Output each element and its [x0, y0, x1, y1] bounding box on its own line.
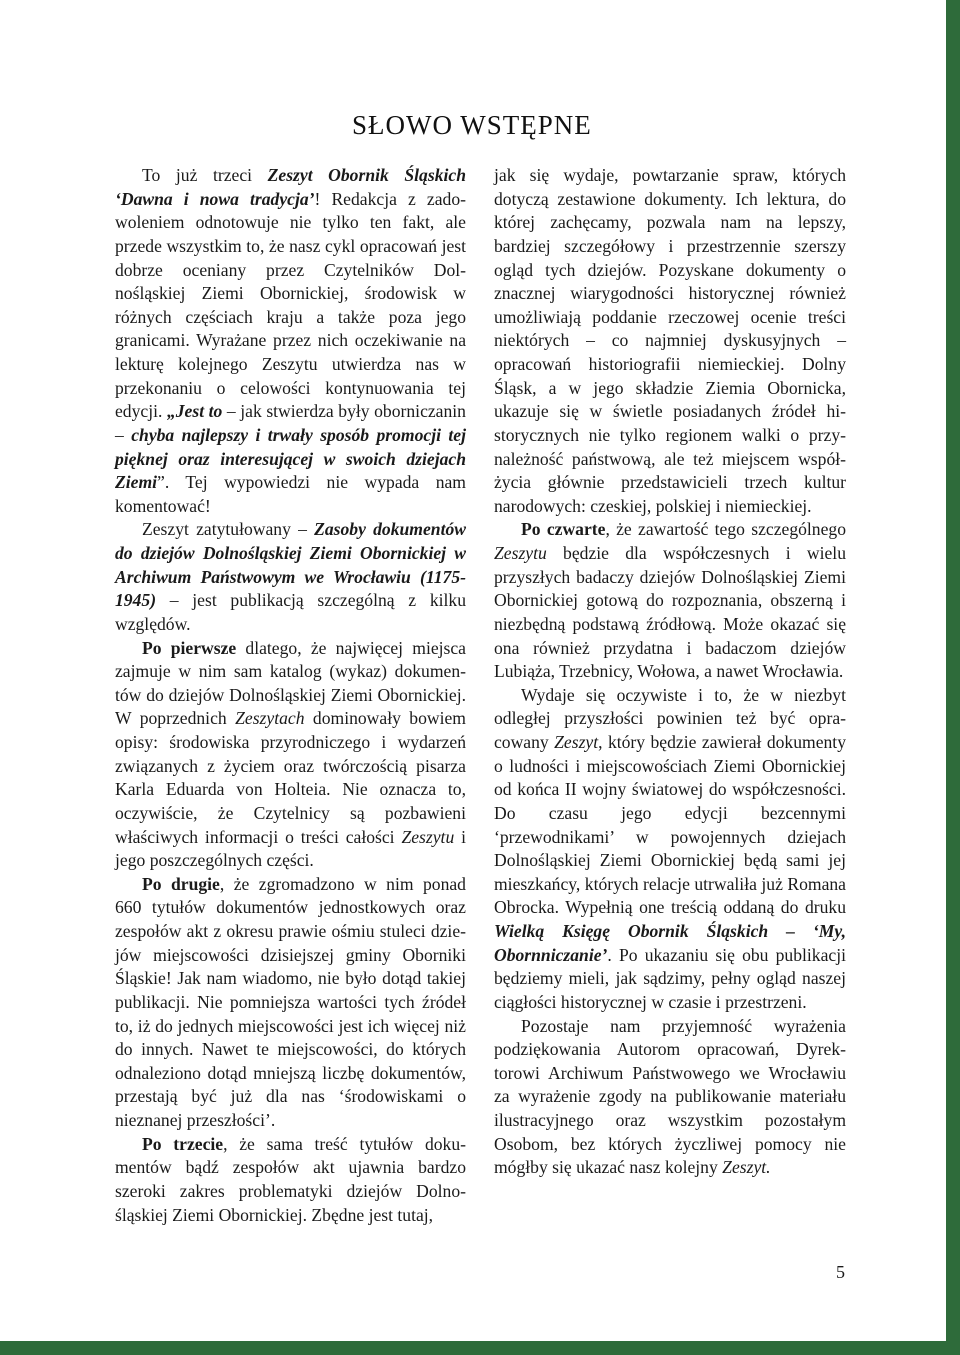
text-run: To już trzeci — [142, 165, 268, 185]
paragraph — [494, 684, 846, 1015]
text-run: Wydaje się oczywiste i to, że w niezbyt odległej przyszłości powinien też być opracowany — [494, 684, 846, 752]
italic-text: Zeszytu — [401, 826, 455, 847]
text-run: dlatego, że najwięcej miejsca zajmuje w nim sam katalog (wykaz) dokumentów do dziejów Dolnośląskiej Ziemi Obornickiej. W poprzednich — [115, 637, 466, 729]
italic-text: Zeszyt. — [722, 1157, 771, 1178]
bold-italic-text: Wielką Księgę Obornik Śląskich – ‘My, Obornniczanie’ — [494, 921, 846, 965]
paragraph — [115, 1133, 466, 1228]
text-run: dominowały bowiem opisy: środowiska przyrodniczego i wydarzeń związanych z życiem oraz twórczością pisarza Karla Eduarda von Holteia. Nie oznacza to, oczywiście, że Czytelnicy są pozbawieni właściwych informacji o treści całości — [115, 708, 466, 847]
bold-text: Po czwarte — [521, 519, 606, 540]
paragraph — [494, 164, 846, 518]
paragraph — [115, 873, 466, 1133]
bold-text: Po drugie — [142, 873, 220, 894]
right-column — [494, 164, 846, 1180]
text-run: będzie dla współczesnych i wielu przyszłych badaczy dziejów Dolnośląskiej Ziemi Obornickiej gotową do rozpoznania, obszerną i niezbędną podstawą źródłową. Może okazać się ona również przydatna i badaczom dziejów Lubiąża, Trzebnicy, Wołowa, a nawet Wrocławia. — [494, 543, 846, 682]
text-run: , że zgromadzono w nim ponad 660 tytułów dokumentów jednostkowych oraz zespołów akt z okresu prawie ośmiu stuleci dziejów miejscowości dzisiejszej gminy Oborniki Śląskie! Jak nam wiadomo, nie było dotąd takiej publikacji. Nie pomniejsza wartości tych źródeł to, iż do jednych miejscowości jest ich więcej niż do innych. Nawet te miejscowości, do których odnaleziono dotąd mniejszą liczbę dokumentów, przestają być już dla nas ‘środowiskami o nieznanej przeszłości’. — [115, 873, 466, 1130]
text-run: ”. Tej wypowiedzi nie wypada nam komentować! — [115, 472, 466, 516]
italic-text: Zeszytach — [235, 708, 305, 729]
bold-text: Po pierwsze — [142, 637, 237, 658]
page-title: SŁOWO WSTĘPNE — [352, 110, 592, 140]
text-run: – jak stwierdza były oborniczanin – — [115, 401, 466, 445]
paragraph — [494, 1015, 846, 1180]
text-run: , że sama treść tytułów dokumentów bądź zespołów akt ujawnia bardzo szeroki zakres problematyki dziejów Dolnośląskiej Ziemi Obornickiej. Zbędne jest tutaj, — [115, 1133, 467, 1225]
text-run: Pozostaje nam przyjemność wyrażenia podziękowania Autorom opracowań, Dyrektorowi Archiwum Państwowego we Wrocławiu za wyrażenie zgody na publikowanie materiału ilustracyjnego oraz wszystkim pozostałym Osobom, bez których życzliwej pomocy nie mógłby się ukazać nasz kolejny — [494, 1015, 846, 1178]
bold-italic-text: Zasoby dokumentów do dziejów Dolnośląskiej Ziemi Obornickiej w Archiwum Państwowym we Wrocławiu (1175-1945) — [115, 519, 466, 611]
italic-text: Zeszyt — [554, 732, 599, 752]
bold-italic-text: chyba najlepszy i trwały sposób promocji tej pięknej oraz interesującej w swoich dziejach Ziemi — [115, 424, 466, 493]
text-run: i jego poszczególnych części. — [115, 826, 466, 871]
bold-italic-text: „Jest to — [166, 401, 223, 422]
text-run: ! Redakcja z zadowoleniem odnotowuje nie tylko ten fakt, ale przede wszystkim to, że nasz cykl opracowań jest dobrze oceniany przez Czytelników Dolnośląskiej Ziemi Obornickiej, środowisk w różnych częściach kraju a także poza jego granicami. Wyrażane przez nich oczekiwanie na lekturę kolejnego Zeszytu utwierdza nas w przekonaniu o celowości kontynuowania tej edycji. — [115, 188, 466, 422]
text-run: Zeszyt zatytułowany – — [142, 519, 315, 540]
italic-text: Zeszytu — [494, 543, 547, 563]
paragraph — [115, 164, 466, 518]
text-run: , że zawartość tego szczególnego — [605, 519, 846, 540]
paragraph — [494, 518, 846, 683]
bold-text: Po trzecie — [142, 1133, 224, 1154]
paragraph — [115, 637, 466, 873]
bold-italic-text: Zeszyt Obornik Śląskich ‘Dawna i nowa tradycja’ — [115, 165, 466, 209]
paragraph — [115, 518, 466, 636]
left-column — [115, 164, 466, 1227]
text-run: jak się wydaje, powtarzanie spraw, których dotyczą zestawione dokumenty. Ich lektura, do której zachęcamy, pozwala nam na lepszy, bardziej szczegółowy i przestrzennie szerszy ogląd tych dziejów. Pozyskane dokumenty o znacznej wiarygodności historycznej również umożliwiają poddanie rzeczowej ocenie treści niektórych – co najmniej dyskusyjnych – opracowań historiografii niemieckiej. Dolny Śląsk, a w jego składzie Ziemia Obornicka, ukazuje się w świetle posiadanych źródeł historycznych nie tylko regionem walki o przynależność państwową, ale też miejscem współżycia głównie przedstawicieli trzech kultur narodowych: czeskiej, polskiej i niemieckiej. — [494, 165, 846, 516]
page-number: 5 — [836, 1262, 845, 1282]
text-run: , który będzie zawierał dokumenty o ludności i miejscowościach Ziemi Obornickiej od końca II wojny światowej do współczesności. Do czasu jego edycji bezcennymi ‘przewodnikami’ w powojennych dziejach Dolnośląskiej Ziemi Obornickiej będą sami jej mieszkańcy, których relacje utrwaliła już Romana Obrocka. Wypełnią one treścią oddaną do druku — [494, 732, 846, 918]
text-run: – jest publikacją szczególną z kilku względów. — [115, 590, 466, 634]
text-run: . Po ukazaniu się obu publikacji będziemy mieli, jak sądzimy, pełny ogląd naszej ciągłości historycznej w czasie i przestrzeni. — [494, 944, 846, 1012]
